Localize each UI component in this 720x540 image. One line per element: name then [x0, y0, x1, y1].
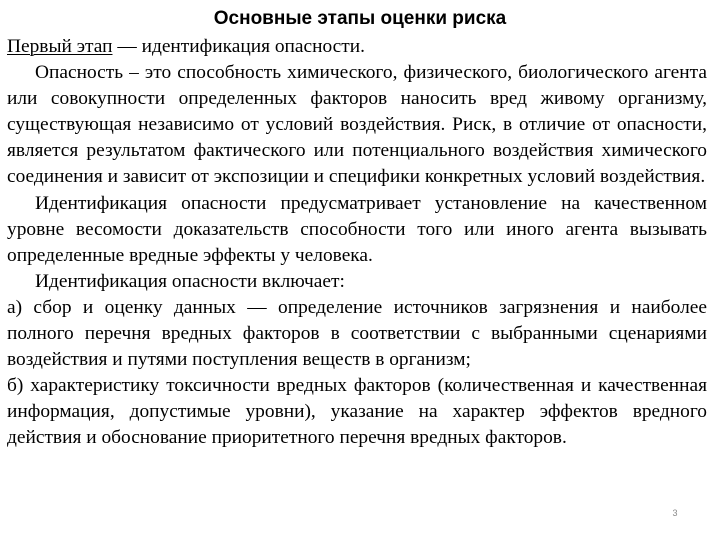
stage-heading [7, 34, 707, 60]
list-item-a: а) сбор и оценку данных — определение источников загрязнения и наиболее полного перечня вредных факторов в соответствии с выбранными сценариями воздействия и путями поступления веществ в организм; [7, 296, 707, 371]
paragraph-includes: Идентификация опасности включает: [35, 270, 345, 292]
slide-body [7, 34, 707, 452]
slide-title: Основные этапы оценки риска [213, 8, 507, 29]
stage-label: Первый этап [7, 36, 113, 57]
stage-description: — идентификация опасности. [112, 36, 365, 57]
page-number: 3 [672, 508, 678, 518]
paragraph-identification: Идентификация опасности предусматривает установление на качественном уровне весомости доказательств способности того или иного агента вызывать определенные вредные эффекты у человека. [7, 192, 707, 266]
paragraph-hazard-definition: Опасность – это способность химического, физического, биологического агента или совокупности определенных факторов наносить вред живому организму, существующая независимо от условий воздействия. Риск, в отличие от опасности, является результатом фактического или потенциального воздействия химического соединения и зависит от экспозиции и специфики конкретных условий воздействия. [7, 62, 707, 188]
list-item-b: б) характеристику токсичности вредных факторов (количественная и качественная информация, допустимые уровни), указание на характер эффектов вредного действия и обоснование приоритетного перечня вредных факторов. [7, 375, 707, 449]
